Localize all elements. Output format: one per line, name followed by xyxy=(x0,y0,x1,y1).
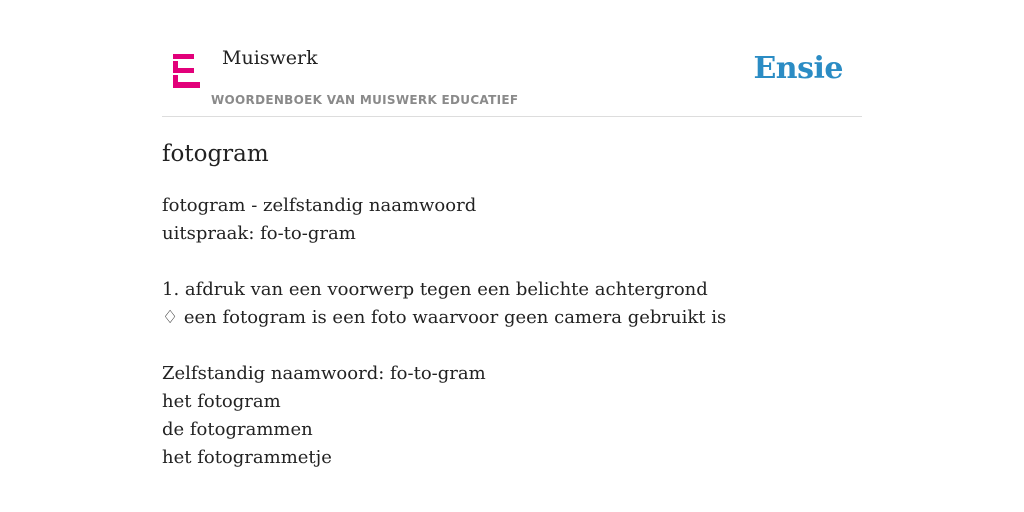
definition-line: ♢ een fotogram is een foto waarvoor geen camera gebruikt is xyxy=(162,307,727,328)
logo-bar-bottom xyxy=(173,82,200,88)
definition-line xyxy=(162,332,726,360)
logo-bar-stem-bottom xyxy=(173,75,178,82)
definition-line: het fotogrammetje xyxy=(162,447,332,468)
definition-line: fotogram - zelfstandig naamwoord xyxy=(162,195,477,216)
page-container xyxy=(162,0,862,468)
definition-line: het fotogram xyxy=(162,391,281,412)
definition-line: 1. afdruk van een voorwerp tegen een belichte achtergrond xyxy=(162,279,708,300)
header xyxy=(162,0,862,117)
logo-bar-middle xyxy=(173,68,194,73)
definition-line xyxy=(162,248,726,276)
ensie-logo[interactable]: Ensie xyxy=(753,51,843,86)
logo-bar-top xyxy=(173,54,194,59)
definition-line: Zelfstandig naamwoord: fo-to-gram xyxy=(162,363,486,384)
entry-title: fotogram xyxy=(162,141,269,167)
definition-line: de fotogrammen xyxy=(162,419,313,440)
brand-subtitle: WOORDENBOEK VAN MUISWERK EDUCATIEF xyxy=(211,93,519,107)
definition-line: uitspraak: fo-to-gram xyxy=(162,223,356,244)
brand-name[interactable]: Muiswerk xyxy=(222,47,318,69)
muiswerk-logo-icon[interactable] xyxy=(173,54,200,88)
logo-bar-stem-top xyxy=(173,61,178,68)
entry-definition xyxy=(162,192,726,472)
